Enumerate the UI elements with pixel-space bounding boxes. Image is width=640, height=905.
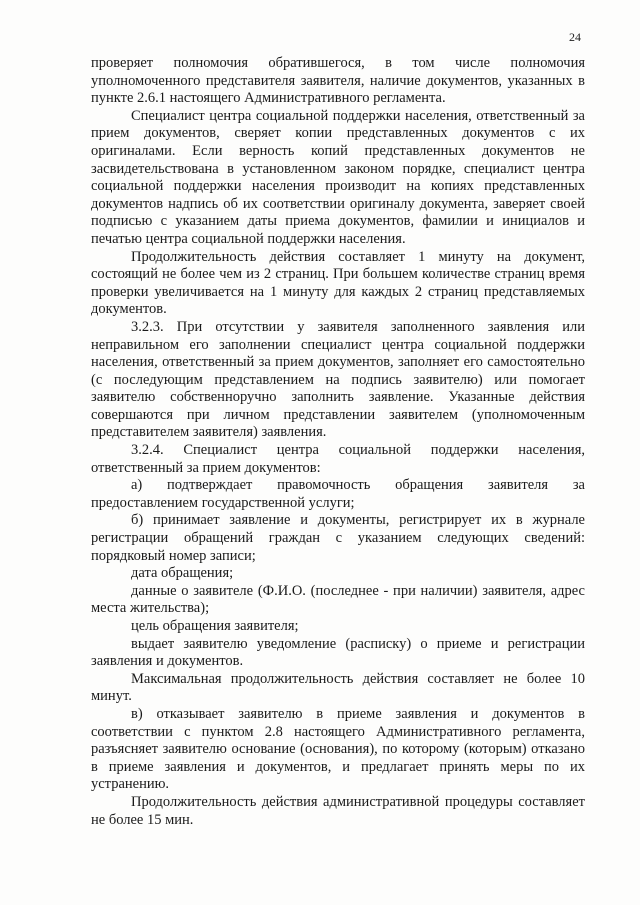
- paragraph: в) отказывает заявителю в приеме заявления и документов в соответствии с пунктом 2.8 настоящего Административного регламента, разъясняет заявителю основание (основания), по которому (которым) отказано в приеме заявления и документов, и предлагает принять меры по их устранению.: [91, 705, 585, 793]
- paragraph: проверяет полномочия обратившегося, в том числе полномочия уполномоченного представителя заявителя, наличие документов, указанных в пункте 2.6.1 настоящего Административного регламента.: [91, 55, 585, 107]
- paragraph: 3.2.3. При отсутствии у заявителя заполненного заявления или неправильном его заполнении специалист центра социальной поддержки населения, ответственный за прием документов, заполняет его самостоятельно (с последующим представлением на подпись заявителю) или помогает заявителю собственноручно заполнить заявление. Указанные действия совершаются при личном представлении заявителем (уполномоченным представителем заявителя) заявления.: [91, 318, 585, 441]
- paragraph: 3.2.4. Специалист центра социальной поддержки населения, ответственный за прием документов:: [91, 442, 585, 476]
- paragraph: а) подтверждает правомочность обращения заявителя за предоставлением государственной услуги;: [91, 477, 585, 511]
- paragraph: цель обращения заявителя;: [131, 618, 299, 634]
- paragraph: б) принимает заявление и документы, регистрирует их в журнале регистрации обращений граждан с указанием следующих сведений: порядковый номер записи;: [91, 512, 585, 564]
- paragraph: Продолжительность действия составляет 1 минуту на документ, состоящий не более чем из 2 страниц. При большем количестве страниц время проверки увеличивается на 1 минуту для каждых 2 страниц представляемых документов.: [91, 248, 585, 318]
- paragraph: Специалист центра социальной поддержки населения, ответственный за прием документов, сверяет копии представленных документов с их оригиналами. Если верность копий представленных документов не засвидетельствована в установленном законом порядке, специалист центра социальной поддержки населения производит на копиях представленных документов надпись об их соответствии оригиналу документа, заверяет своей подписью с указанием даты приема документов, фамилии и инициалов и печатью центра социальной поддержки населения.: [91, 107, 585, 247]
- paragraph: Продолжительность действия административной процедуры составляет не более 15 мин.: [91, 793, 585, 828]
- page-number: 24: [569, 30, 581, 44]
- paragraph: Максимальная продолжительность действия составляет не более 10 минут.: [91, 670, 585, 705]
- paragraph: дата обращения;: [131, 565, 234, 582]
- paragraph: выдает заявителю уведомление (расписку) о приеме и регистрации заявления и документов.: [91, 635, 585, 670]
- document-body: [91, 55, 585, 829]
- paragraph: данные о заявителе (Ф.И.О. (последнее - при наличии) заявителя, адрес места жительства);: [91, 582, 585, 617]
